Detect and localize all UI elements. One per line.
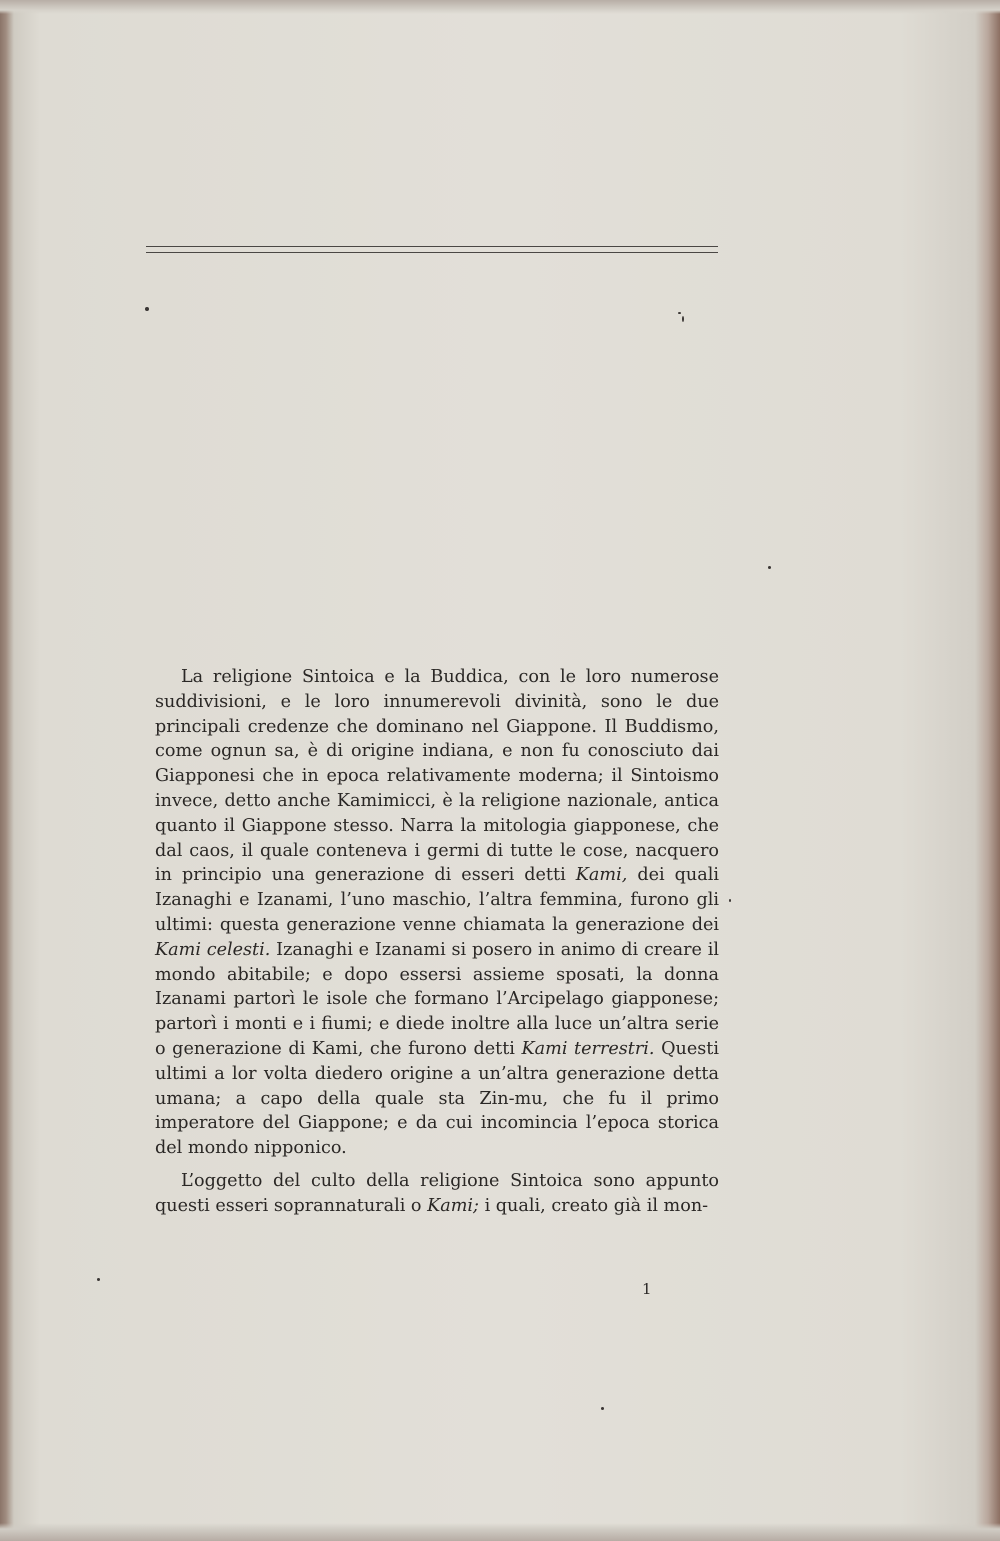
italic-term: Kami terrestri. [521,1038,655,1059]
italic-term: Kami; [427,1195,479,1216]
text-run: i quali, creato già il mon- [478,1195,709,1216]
book-page [12,10,984,1530]
page-number: 1 [642,1280,652,1298]
italic-term: Kami, [575,865,628,886]
text-run: dei quali Izanaghi e Izanami, l’uno maschio, l’altra femmina, furono gli ultimi: questa generazione venne chiamata la generazione dei [155,865,720,935]
paragraph [155,665,719,1161]
italic-term: Kami celesti. [155,939,271,960]
text-run: L’oggetto del culto della religione Sintoica sono appunto questi esseri soprannaturali o [155,1170,719,1216]
text-run: Questi ultimi a lor volta diedero origine a un’altra generazione detta umana; a capo della quale sta Zin-mu, che fu il primo imperatore del Giappone; e da cui incomincia l’epoca storica del mondo nipponico. [155,1038,719,1159]
header-double-rule [146,246,718,253]
text-run: La religione Sintoica e la Buddica, con le loro numerose suddivisioni, e le loro innumerevoli divinità, sono le due principali credenze che dominano nel Giappone. Il Buddismo, come ognun sa, è di origine indiana, e non fu conosciuto dai Giapponesi che in epoca relativamente moderna; il Sintoismo invece, detto anche Kamimicci, è la religione nazionale, antica quanto il Giappone stesso. Narra la mitologia giapponese, che dal caos, il quale conteneva i germi di tutte le cose, nacquero in principio una generazione di esseri detti [155,667,719,886]
text-run: Izanaghi e Izanami si posero in animo di creare il mondo abitabile; e dopo essersi assieme sposati, la donna Izanami partorì le isole che formano l’Arcipelago giapponese; partorì i monti e i fiumi; e diede inoltre alla luce un’altra serie o generazione di Kami, che furono detti [155,939,719,1059]
body-text [155,665,719,1219]
paragraph [155,1169,719,1219]
